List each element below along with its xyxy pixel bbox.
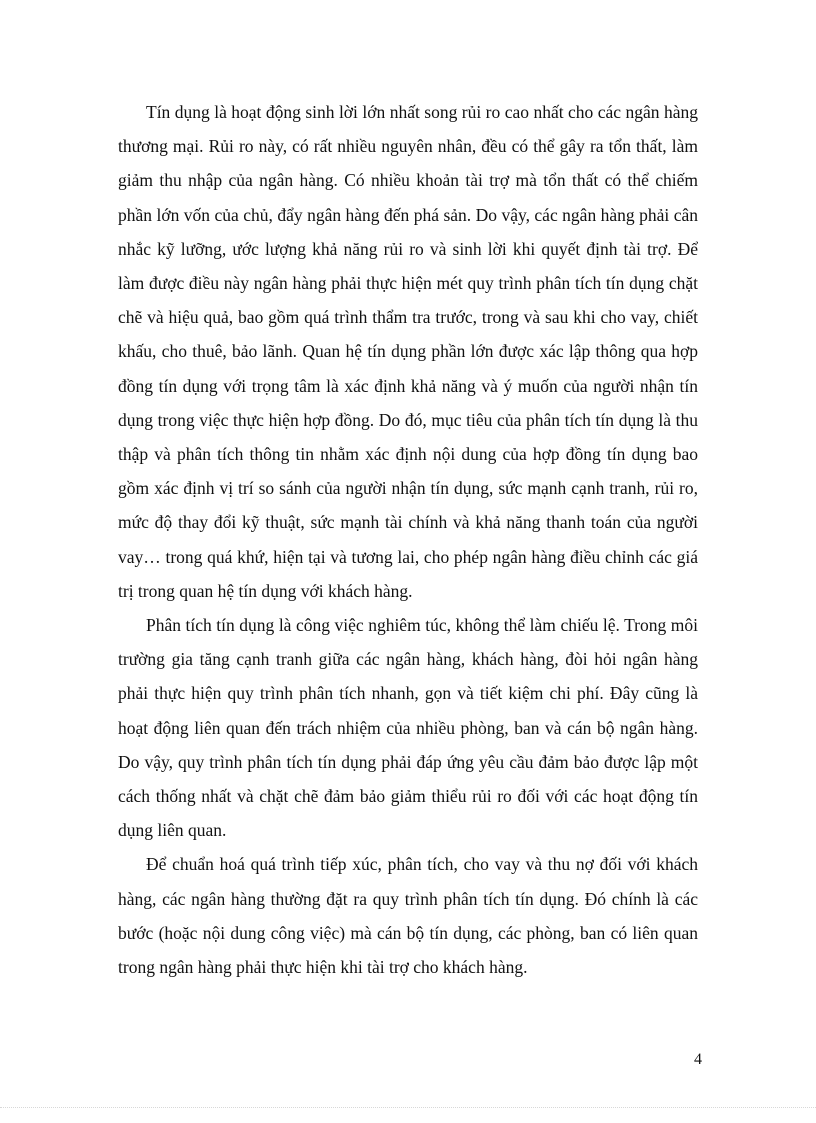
document-body xyxy=(118,95,698,984)
page-number: 4 xyxy=(694,1051,702,1068)
paragraph-1: Tín dụng là hoạt động sinh lời lớn nhất song rủi ro cao nhất cho các ngân hàng thương mại. Rủi ro này, có rất nhiều nguyên nhân, đều có thể gây ra tổn thất, làm giảm thu nhập của ngân hàng. Có nhiều khoản tài trợ mà tổn thất có thể chiếm phần lớn vốn của chủ, đẩy ngân hàng đến phá sản. Do vậy, các ngân hàng phải cân nhắc kỹ lưỡng, ước lượng khả năng rủi ro và sinh lời khi quyết định tài trợ. Để làm được điều này ngân hàng phải thực hiện mét quy trình phân tích tín dụng chặt chẽ và hiệu quả, bao gồm quá trình thẩm tra trước, trong và sau khi cho vay, chiết khấu, cho thuê, bảo lãnh. Quan hệ tín dụng phần lớn được xác lập thông qua hợp đồng tín dụng với trọng tâm là xác định khả năng và ý muốn của người nhận tín dụng trong việc thực hiện hợp đồng. Do đó, mục tiêu của phân tích tín dụng là thu thập và phân tích thông tin nhằm xác định nội dung của hợp đồng tín dụng bao gồm xác định vị trí so sánh của người nhận tín dụng, sức mạnh cạnh tranh, rủi ro, mức độ thay đổi kỹ thuật, sức mạnh tài chính và khả năng thanh toán của người vay… trong quá khứ, hiện tại và tương lai, cho phép ngân hàng điều chỉnh các giá trị trong quan hệ tín dụng với khách hàng. xyxy=(118,102,698,601)
paragraph-3: Để chuẩn hoá quá trình tiếp xúc, phân tích, cho vay và thu nợ đối với khách hàng, các ngân hàng thường đặt ra quy trình phân tích tín dụng. Đó chính là các bước (hoặc nội dung công việc) mà cán bộ tín dụng, các phòng, ban có liên quan trong ngân hàng phải thực hiện khi tài trợ cho khách hàng. xyxy=(118,854,698,978)
paragraph-2: Phân tích tín dụng là công việc nghiêm túc, không thể làm chiếu lệ. Trong môi trường gia tăng cạnh tranh giữa các ngân hàng, khách hàng, đòi hỏi ngân hàng phải thực hiện quy trình phân tích nhanh, gọn và tiết kiệm chi phí. Đây cũng là hoạt động liên quan đến trách nhiệm của nhiều phòng, ban và cán bộ ngân hàng. Do vậy, quy trình phân tích tín dụng phải đáp ứng yêu cầu đảm bảo được lập một cách thống nhất và chặt chẽ đảm bảo giảm thiểu rủi ro đối với các hoạt động tín dụng liên quan. xyxy=(118,615,698,841)
page-bottom-divider xyxy=(0,1107,816,1108)
